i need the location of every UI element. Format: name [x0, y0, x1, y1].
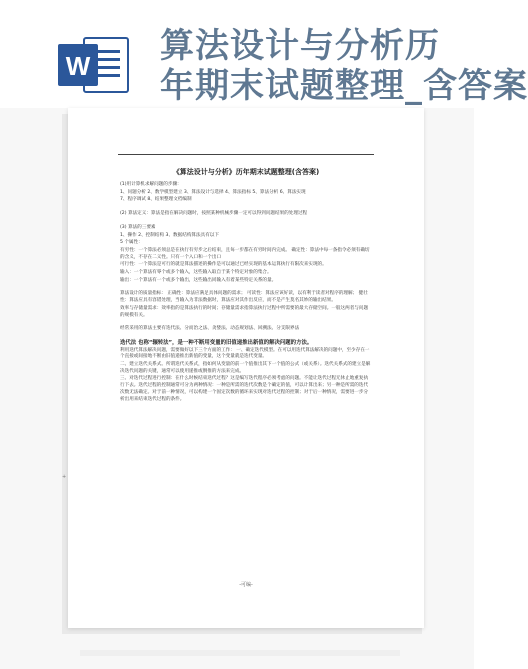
page-number: -可编- [239, 582, 253, 588]
paragraph: 三、对迭代过程进行控制：在什么时候结束迭代过程？这是编写迭代程序必须考虑的问题。不能让迭代过程无休止地重复执行下去。迭代过程的控制通常可分为两种情况：一种是所需的迭代次数是个确定的值，可以计算出来；另一种是所需的迭代次数无法确定。对于前一种情况，可以构建一个固定次数的循环来实现对迭代过程的控制；对于后一种情况，需要进一步分析出用来结束迭代过程的条件。 [120, 376, 369, 402]
title-line-2: 年期末试题整理_含答案 [160, 66, 528, 106]
paragraph: (3) 算法的三要素 [120, 224, 156, 230]
paragraph: 利用迭代算法解决问题，需要做好以下三个方面的工作： 一、确定迭代模型。在可以用迭代算法解决的问题中，至少存在一个直接或间接地不断由旧值递推出新值的变量，这个变量就是迭代变量。 [120, 347, 370, 360]
paragraph: 7、程序调试 8、结果整理文档编制 [120, 197, 192, 203]
paragraph: 迭代法 也称“辗转法”，是一种不断用变量的旧值递推出新值的解决问题的方法。 [120, 339, 313, 346]
word-document-icon [58, 34, 132, 96]
spacer [120, 320, 372, 325]
paragraph: 二、建立迭代关系式。所谓迭代关系式，指如何从变量的前一个值推出其下一个值的公式（或关系）。迭代关系式的建立是解决迭代问题的关键，通常可以使用递推或倒推的方法来完成。 [120, 362, 371, 374]
paragraph: (2) 算法定义：算法是指在解决问题时，按照某种机械步骤一定可以得到问题结果的处理过程 [120, 211, 308, 217]
spacer [120, 334, 372, 339]
paragraph: 经常采用的算法主要有迭代法、分而治之法、贪婪法、动态规划法、回溯法、分支限界法 [120, 326, 300, 332]
paragraph: (1)用计算机求解问题的步骤： [120, 182, 182, 187]
paragraph: 算法设计的质量指标： 正确性：算法应满足具体问题的需求； 可读性：算法应该好读，以有利于读者对程序的理解； 健壮性：算法应具有容错处理，当输入为非法数据时，算法应对其作出反应，而不是产生莫名其妙的输出结果。 [120, 291, 368, 304]
margin-mark: + [62, 474, 67, 480]
paragraph: 1、操作 2、控制结构 3、数据结构算法具有以下 [120, 232, 219, 238]
document-body [120, 182, 372, 404]
spacer [120, 205, 372, 210]
document-page [68, 108, 424, 628]
svg-text:W: W [65, 51, 91, 81]
paragraph: 有穷性：一个算法必须总是在执行有穷步之后结束，且每一步都在有穷时间内完成。 确定性：算法中每一条指令必须有确切的含义，不存在二义性。只有一个入口和一个出口 [120, 247, 370, 260]
paragraph: 输入：一个算法有零个或多个输入，这些输入取自于某个特定对象的集合。 [120, 270, 272, 276]
paragraph: 输出：一个算法有一个或多个输出，这些输出同输入有着某些特定关系的量。 [120, 277, 277, 283]
paragraph: 5 个属性： [120, 240, 143, 246]
spacer [120, 219, 372, 224]
sheet-edge [80, 650, 400, 656]
paragraph: 可行性：一个算法是可行的就是算法描述的操作是可以通过已经实现的基本运算执行有限次来实现的。 [120, 262, 327, 268]
paragraph: 效率与存储量需求：效率指的是算法执行的时间；存储量需求指算法执行过程中所需要的最大存储空间。一般这两者与问题的规模有关。 [120, 305, 369, 318]
header-banner [0, 0, 528, 108]
paragraph: 1、问题分析 2、数学模型建立 3、算法设计与选择 4、算法指标 5、算法分析 6、算法实现 [120, 189, 306, 195]
spacer [120, 285, 372, 290]
title-line-1: 算法设计与分析历 [160, 26, 440, 66]
header-rule [118, 154, 374, 155]
document-title: 《算法设计与分析》历年期末试题整理(含答案) [172, 168, 320, 176]
